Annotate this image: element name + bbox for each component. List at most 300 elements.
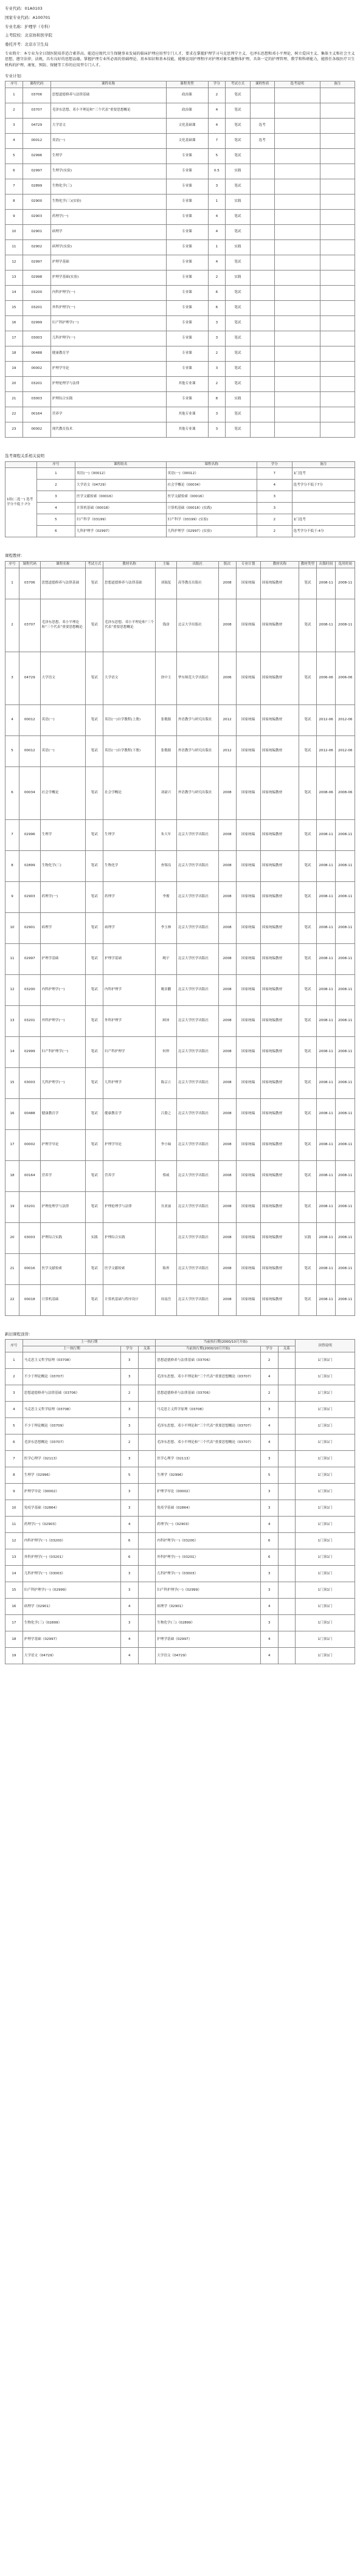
plan-cell (320, 194, 355, 209)
plan-cell: 02900 (22, 194, 50, 209)
textbook-cell: 国家统编教材 (260, 1191, 299, 1222)
textbook-cell: 刘瑞复 (156, 568, 177, 599)
textbook-cell: 笔试 (299, 912, 317, 943)
textbook-header: 考试方式 (86, 562, 103, 568)
transition-cell: 1 (5, 1352, 23, 1369)
plan-cell: 其他专业课 (166, 407, 208, 422)
transition-row (5, 1648, 355, 1664)
transition-title: 新旧课程顶替： (5, 1331, 33, 1337)
plan-cell: 03003 (22, 391, 50, 407)
transition-cell: 3 (260, 1615, 278, 1631)
plan-cell: 实践 (226, 239, 250, 255)
textbook-cell: 19 (5, 1191, 19, 1222)
plan-cell: 13 (5, 270, 23, 285)
textbook-cell: 笔试 (86, 881, 103, 912)
transition-cell (278, 1369, 296, 1385)
plan-cell: 生理学 (50, 148, 166, 164)
textbook-cell: 国家统编 (236, 943, 260, 974)
textbook-cell: 健康教育学 (103, 1098, 156, 1129)
textbook-cell: 国家统编 (236, 1098, 260, 1129)
transition-cell: 1门顶1门 (296, 1582, 355, 1599)
textbook-cell: 陈界 (156, 1253, 177, 1284)
transition-cell: 毛泽东思想概论《03707》 (22, 1434, 120, 1451)
textbook-cell: 2008-11 (316, 850, 336, 881)
textbook-cell: 生物化学 (103, 850, 156, 881)
textbook-cell: 笔试 (299, 1067, 317, 1098)
plan-cell (320, 179, 355, 194)
textbook-cell: 妇产科护理学 (103, 1036, 156, 1067)
textbook-cell: 外语教学与研究出版社 (176, 766, 218, 819)
plan-cell (250, 285, 274, 300)
textbook-row (5, 1222, 355, 1253)
textbook-cell: 朱大年 (156, 819, 177, 850)
plan-cell: 专业课 (166, 148, 208, 164)
transition-cell: 毛泽东思想、邓小平理论和“三个代表”重要思想概论《03707》 (156, 1418, 261, 1434)
plan-cell: 02997 (22, 164, 50, 179)
plan-row (5, 209, 355, 224)
textbook-cell: 笔试 (299, 766, 317, 819)
textbook-cell: 2008-11 (336, 599, 355, 652)
textbook-header: 主编 (156, 562, 177, 568)
plan-cell (320, 255, 355, 270)
textbook-header: 专业计划 (236, 562, 260, 568)
transition-cell (138, 1484, 156, 1500)
textbook-cell: 笔试 (299, 1036, 317, 1067)
plan-cell: 专业课 (166, 209, 208, 224)
plan-cell (274, 118, 320, 133)
transition-cell: 1门顶1门 (296, 1517, 355, 1533)
textbook-cell: 2008-11 (316, 1191, 336, 1222)
textbook-cell: 2008-11 (336, 1222, 355, 1253)
textbook-cell: 国家统编 (236, 1253, 260, 1284)
textbook-cell: 英语(一) (40, 704, 86, 735)
plan-cell: 实践 (226, 164, 250, 179)
plan-cell: 专业课 (166, 179, 208, 194)
textbook-cell: 北京大学医学出版社 (176, 850, 218, 881)
transition-cell: 7 (5, 1451, 23, 1467)
plan-cell (274, 209, 320, 224)
plan-cell: 2 (208, 88, 226, 103)
major-intro: 专业简介：本专业为全日制医院培养适合素养高、能适应现代卫生保健事业发展的临床护理应用型专门人才，要求在掌握护理学习马克思列宁主义、毛泽东思想和邓小平理论，树立爱国主义、集体主义和社会主义思想，遵守法律、法规，具有良好的思想品德。掌握护理专业所必需的基础理论、基本知识和基本技能，能够运用护理程序对护理对象实施整体护理，具备一定的护理管理、教学和科研能力，能胜任各级医疗卫生机构的护理、康复、预防、保健等工作的应用型专门人才。 (5, 51, 355, 68)
textbook-cell: 笔试 (86, 735, 103, 766)
plan-cell: 03706 (22, 88, 50, 103)
textbook-cell: 国家统编 (236, 1222, 260, 1253)
textbook-cell: 2008-11 (316, 1067, 336, 1098)
transition-cell: 1门顶1门 (296, 1500, 355, 1517)
plan-cell: 02999 (22, 315, 50, 331)
textbook-cell: 北京大学医学出版社 (176, 819, 218, 850)
textbooks-table (5, 561, 355, 1316)
transition-cell (278, 1451, 296, 1467)
plan-cell (320, 164, 355, 179)
textbook-cell: 国家统编 (236, 1191, 260, 1222)
transition-cell: 免疫学基础《02864》 (22, 1500, 120, 1517)
textbook-cell: 5 (5, 735, 19, 766)
textbook-cell: 2008-11 (336, 1098, 355, 1129)
textbook-cell: 02899 (19, 850, 41, 881)
professional-info (5, 6, 355, 47)
plan-cell (250, 422, 274, 437)
transition-cell: 大学语文《04729》 (156, 1648, 261, 1664)
textbook-cell: 2006-06 (316, 652, 336, 704)
transition-cell: 内科护理学(一)《03200》 (156, 1533, 261, 1549)
transition-cell (138, 1566, 156, 1582)
transition-cell (138, 1451, 156, 1467)
textbook-cell: 笔试 (86, 850, 103, 881)
transition-cell: 妇产科护理学(一)《02999》 (156, 1582, 261, 1599)
textbook-cell: 2008-06 (336, 766, 355, 819)
transition-cell: 1门顶1门 (296, 1631, 355, 1648)
textbook-cell: 8 (5, 850, 19, 881)
textbook-cell: 03706 (19, 568, 41, 599)
plan-cell: 14 (5, 285, 23, 300)
transition-cell (138, 1648, 156, 1664)
elective-header: 学分 (257, 461, 292, 468)
plan-cell (274, 88, 320, 103)
elective-cell (292, 503, 355, 514)
textbook-cell: 04729 (19, 652, 41, 704)
plan-cell (320, 103, 355, 118)
transition-cell: 马克思主义哲学原理《03708》 (22, 1402, 120, 1418)
plan-cell (250, 300, 274, 315)
tr-h-new-credit: 学分 (260, 1346, 278, 1352)
plan-row (5, 88, 355, 103)
textbook-cell: 4 (5, 704, 19, 735)
plan-cell (250, 255, 274, 270)
transition-cell: 4 (260, 1369, 278, 1385)
textbook-cell: 北京大学医学出版社 (176, 1129, 218, 1160)
elective-index: 5 (36, 514, 75, 526)
textbook-cell: 北京大学医学出版社 (176, 1160, 218, 1191)
transition-cell (138, 1582, 156, 1599)
transition-cell: 11 (5, 1517, 23, 1533)
transition-cell: 13 (5, 1549, 23, 1566)
plan-cell: 专业课 (166, 224, 208, 239)
textbook-cell: 2008-11 (316, 819, 336, 850)
plan-cell: 笔试 (226, 407, 250, 422)
textbook-cell: 2008-11 (336, 1129, 355, 1160)
textbook-cell: 国家统编 (236, 1160, 260, 1191)
textbook-cell: 陈京立 (156, 1067, 177, 1098)
textbook-row (5, 1191, 355, 1222)
textbook-cell: 医学文献检索 (103, 1253, 156, 1284)
textbook-cell: 2008 (218, 912, 236, 943)
textbook-row (5, 704, 355, 735)
plan-cell: 4 (208, 103, 226, 118)
textbook-cell: 2008 (218, 974, 236, 1005)
transition-cell: 生理学《02996》 (22, 1467, 120, 1484)
plan-cell: 02998 (22, 270, 50, 285)
plan-cell: 3 (208, 407, 226, 422)
textbook-cell: 2008-11 (316, 1160, 336, 1191)
plan-cell: 6 (5, 164, 23, 179)
transition-cell: 5 (120, 1467, 138, 1484)
plan-cell: 4 (208, 224, 226, 239)
transition-cell (278, 1402, 296, 1418)
plan-cell: 02899 (22, 179, 50, 194)
plan-cell: 笔试 (226, 103, 250, 118)
transition-cell: 护理学基础《02997》 (22, 1631, 120, 1648)
transition-cell: 2 (260, 1352, 278, 1369)
elective-row (5, 480, 355, 491)
plan-cell: 1 (208, 239, 226, 255)
plan-cell: 生物化学(三) (50, 179, 166, 194)
plan-header: 课程代码 (22, 81, 50, 88)
plan-cell: 4 (208, 209, 226, 224)
plan-cell: 笔试 (226, 118, 250, 133)
textbook-cell: 2008-11 (316, 974, 336, 1005)
transition-row (5, 1352, 355, 1369)
plan-cell: 生物化学(三)(实验) (50, 194, 166, 209)
plan-cell: 16 (5, 315, 23, 331)
textbook-cell: 笔试 (86, 1036, 103, 1067)
textbook-cell: 李玉林 (156, 912, 177, 943)
transition-cell: 药理学(一)《02903》 (156, 1517, 261, 1533)
transition-cell: 不少于理论概论《03709》 (22, 1418, 120, 1434)
plan-cell: 病理学(实验) (50, 239, 166, 255)
textbook-cell: 笔试 (299, 819, 317, 850)
textbook-cell: 外语教学与研究出版社 (176, 735, 218, 766)
transition-cell: 药理学(一)《02903》 (22, 1517, 120, 1533)
plan-cell (250, 179, 274, 194)
elective-table (5, 461, 355, 538)
plan-cell (274, 376, 320, 391)
transition-cell: 12 (5, 1533, 23, 1549)
plan-cell: 健康教育学 (50, 346, 166, 361)
textbook-cell: 笔试 (299, 1098, 317, 1129)
textbook-cell: 思想道德修养与法律基础 (40, 568, 86, 599)
textbook-cell: 北京大学医学出版社 (176, 943, 218, 974)
transition-cell: 4 (260, 1434, 278, 1451)
plan-cell: 专业课 (166, 300, 208, 315)
plan-cell (250, 224, 274, 239)
plan-row (5, 407, 355, 422)
plan-cell (320, 315, 355, 331)
plan-header: 备注 (320, 81, 355, 88)
textbook-cell: 药理学 (103, 881, 156, 912)
transition-cell: 1门顶1门 (296, 1467, 355, 1484)
textbook-cell: 社会学概论 (40, 766, 86, 819)
plan-row (5, 391, 355, 407)
transition-cell: 1门顶1门 (296, 1418, 355, 1434)
textbook-row (5, 819, 355, 850)
textbook-cell: 笔试 (86, 943, 103, 974)
plan-cell: 大学语文 (50, 118, 166, 133)
plan-cell (274, 331, 320, 346)
transition-row (5, 1517, 355, 1533)
transition-cell: 内科护理学(一)《03200》 (22, 1533, 120, 1549)
transition-cell: 18 (5, 1631, 23, 1648)
textbook-row (5, 912, 355, 943)
textbook-cell: 国家统编教材 (260, 912, 299, 943)
textbook-cell: 国家统编教材 (260, 1222, 299, 1253)
textbook-cell: 国家统编 (236, 819, 260, 850)
plan-cell: 护理综合实践 (50, 391, 166, 407)
transition-row (5, 1451, 355, 1467)
transition-row (5, 1484, 355, 1500)
plan-cell: 专业课 (166, 239, 208, 255)
textbook-cell: 2008 (218, 1284, 236, 1315)
plan-cell: 4 (208, 118, 226, 133)
elective-index: 4 (36, 503, 75, 514)
plan-cell: 笔试 (226, 422, 250, 437)
transition-cell: 毛泽东思想、邓小平理论和“三个代表”重要思想概论《03707》 (156, 1369, 261, 1385)
plan-cell: 22 (5, 407, 23, 422)
textbook-cell: 国家统编 (236, 850, 260, 881)
plan-row (5, 148, 355, 164)
plan-row (5, 422, 355, 437)
transition-cell (278, 1631, 296, 1648)
elective-row (5, 514, 355, 526)
plan-cell: 5 (5, 148, 23, 164)
textbook-cell: 生物化学(三) (40, 850, 86, 881)
plan-cell (274, 224, 320, 239)
transition-cell: 3 (120, 1615, 138, 1631)
plan-cell: 03707 (22, 103, 50, 118)
plan-row (5, 300, 355, 315)
textbook-cell: 张敬源 (156, 704, 177, 735)
plan-cell (274, 285, 320, 300)
textbook-cell: 李小妹 (156, 1129, 177, 1160)
textbook-cell: 国家统编 (236, 974, 260, 1005)
plan-cell: 儿科护理学(一) (50, 331, 166, 346)
plan-cell: 专业课 (166, 346, 208, 361)
transition-cell (138, 1599, 156, 1615)
textbook-cell: 1 (5, 568, 19, 599)
plan-cell: 笔试 (226, 285, 250, 300)
plan-cell: 笔试 (226, 224, 250, 239)
textbook-cell: 国家统编 (236, 652, 260, 704)
transition-cell (278, 1418, 296, 1434)
textbook-row (5, 1036, 355, 1067)
plan-header: 选考说明 (274, 81, 320, 88)
plan-cell: 8 (5, 194, 23, 209)
textbook-cell: 2008-11 (316, 1129, 336, 1160)
transition-cell (278, 1599, 296, 1615)
textbook-cell: 2008 (218, 766, 236, 819)
plan-cell: 专业课 (166, 255, 208, 270)
transition-cell: 6 (120, 1549, 138, 1566)
plan-cell: 笔试 (226, 209, 250, 224)
textbook-cell: 北京大学医学出版社 (176, 912, 218, 943)
elective-cell: 计算机基础《00018》(实践) (166, 503, 257, 514)
textbook-cell: 笔试 (299, 1005, 317, 1036)
textbook-cell: 毛泽东思想、邓小平理论和“三个代表”重要思想概论 (40, 599, 86, 652)
textbook-cell: 刘豪兴 (156, 766, 177, 819)
textbook-row (5, 735, 355, 766)
plan-cell (274, 239, 320, 255)
plan-cell: 7 (5, 179, 23, 194)
transition-cell: 4 (120, 1599, 138, 1615)
transition-cell (278, 1500, 296, 1517)
transition-cell: 1门顶1门 (296, 1549, 355, 1566)
transition-cell: 2 (120, 1434, 138, 1451)
elective-row (5, 526, 355, 537)
transition-cell (278, 1517, 296, 1533)
textbook-cell: 国家统编 (236, 881, 260, 912)
tr-h-old-credit: 学分 (120, 1346, 138, 1352)
plan-cell (250, 391, 274, 407)
textbook-cell: 18 (5, 1160, 19, 1191)
transition-cell: 3 (120, 1418, 138, 1434)
tr-h-new-course: 当前执行期(2000/10月开始) (156, 1346, 261, 1352)
plan-cell: 护理学基础(实验) (50, 270, 166, 285)
textbook-header: 课程代码 (19, 562, 41, 568)
plan-cell (274, 255, 320, 270)
plan-cell: 妇产科护理学(一) (50, 315, 166, 331)
elective-cell: 儿科护理学《02997》 (75, 526, 167, 537)
elective-cell: 2 (257, 514, 292, 526)
transition-cell: 3 (260, 1451, 278, 1467)
national-code: 国家专业代码：A100701 (5, 15, 50, 20)
plan-cell: 00164 (22, 407, 50, 422)
plan-cell: 专业课 (166, 361, 208, 376)
plan-cell (250, 148, 274, 164)
textbook-cell: 北京大学医学出版社 (176, 1191, 218, 1222)
transition-cell (138, 1434, 156, 1451)
elective-group-label: 1组(二选一) 选考学分不低于:7分 (5, 468, 37, 537)
plan-cell: 笔试 (226, 376, 250, 391)
transition-row (5, 1434, 355, 1451)
elective-cell: 3 (257, 491, 292, 503)
plan-cell: 18 (5, 346, 23, 361)
textbook-cell: 北京大学医学出版社 (176, 1005, 218, 1036)
transition-cell: 医学心理学《02113》 (22, 1451, 120, 1467)
transition-cell: 3 (120, 1500, 138, 1517)
textbook-cell: 外语教学与研究出版社 (176, 704, 218, 735)
textbook-cell: 国家统编教材 (260, 850, 299, 881)
textbook-cell: 徐中玉 (156, 652, 177, 704)
transition-row (5, 1369, 355, 1385)
transition-cell (138, 1418, 156, 1434)
textbook-cell: 14 (5, 1036, 19, 1067)
textbook-cell: 生理学 (103, 819, 156, 850)
textbook-cell: 2008-11 (316, 1098, 336, 1129)
transition-cell: 马克思主义哲学原理《03708》 (156, 1402, 261, 1418)
textbook-cell: 蔡威 (156, 1160, 177, 1191)
transition-cell: 4 (120, 1517, 138, 1533)
plan-cell: 02903 (22, 209, 50, 224)
plan-cell (320, 407, 355, 422)
textbook-cell: 00034 (19, 766, 41, 819)
transition-cell: 1门顶1门 (296, 1615, 355, 1631)
textbook-cell: 2008-11 (316, 1005, 336, 1036)
transition-cell: 儿科护理学(一)《03003》 (22, 1566, 120, 1582)
plan-cell: 15 (5, 300, 23, 315)
elective-header: 备注 (292, 461, 355, 468)
elective-cell: 计算机基础《00018》 (75, 503, 167, 514)
plan-cell: 政治课 (166, 88, 208, 103)
plan-cell: 病理学 (50, 224, 166, 239)
textbook-cell: 外科护理学(一) (40, 1005, 86, 1036)
plan-row (5, 179, 355, 194)
textbook-cell: 实践 (299, 1222, 317, 1253)
plan-cell: 3 (208, 179, 226, 194)
elective-index: 1 (36, 468, 75, 480)
plan-cell (250, 315, 274, 331)
elective-row (5, 468, 355, 480)
transition-cell: 3 (260, 1566, 278, 1582)
plan-cell (320, 422, 355, 437)
textbook-cell: 2008 (218, 1005, 236, 1036)
plan-title: 专业计划： (5, 73, 25, 78)
textbook-cell: 护理学基础 (40, 943, 86, 974)
transition-cell: 1门顶1门 (296, 1352, 355, 1369)
textbook-cell: 国家统编教材 (260, 652, 299, 704)
textbook-row (5, 974, 355, 1005)
plan-cell (320, 209, 355, 224)
plan-cell (274, 300, 320, 315)
